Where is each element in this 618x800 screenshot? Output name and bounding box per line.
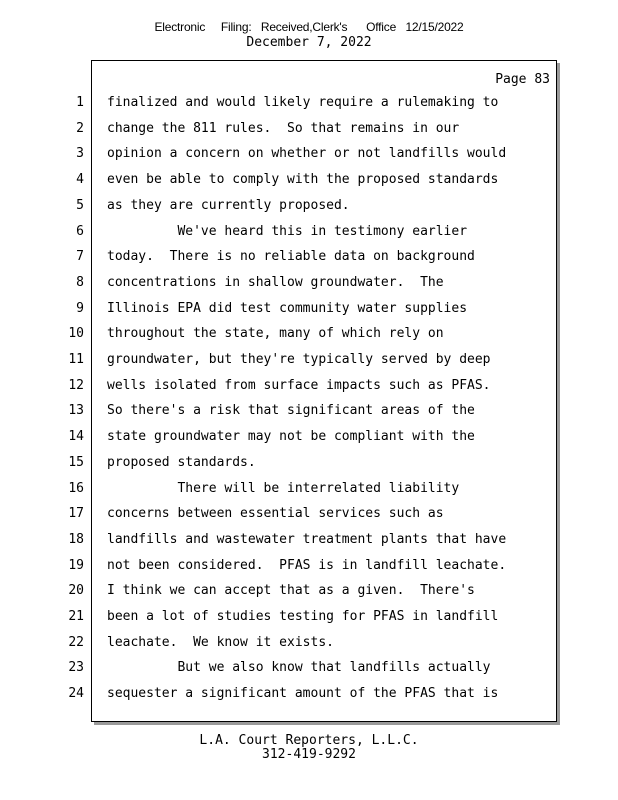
line-text: throughout the state, many of which rely on [107,326,444,342]
transcript-line [0,481,618,499]
reporter-company: L.A. Court Reporters, L.L.C. [199,733,419,748]
transcript-line [0,609,618,627]
line-text: opinion a concern on whether or not landfills would [107,146,507,162]
line-number: 17 [68,506,84,522]
line-number: 23 [68,660,84,676]
line-text: today. There is no reliable data on background [107,249,475,265]
line-text: landfills and wastewater treatment plants that have [107,531,507,547]
line-number: 2 [76,120,84,136]
transcript-line [0,506,618,524]
transcript-line [0,121,618,139]
line-text: state groundwater may not be compliant with the [107,429,475,445]
line-number: 14 [68,429,84,445]
line-text: There will be interrelated liability [107,480,460,496]
line-number: 19 [68,557,84,573]
transcript-line [0,172,618,190]
page-number: Page 83 [495,72,550,87]
transcript-line [0,532,618,550]
transcript-line [0,660,618,678]
line-number: 6 [76,223,84,239]
transcript-line [0,275,618,293]
transcript-line [0,686,618,704]
line-number: 18 [68,531,84,547]
line-number: 22 [68,634,84,650]
transcript-line [0,352,618,370]
line-number: 4 [76,172,84,188]
hearing-date: December 7, 2022 [246,35,372,50]
transcript-line [0,583,618,601]
transcript-line [0,95,618,113]
transcript-line [0,146,618,164]
transcript-line [0,558,618,576]
line-text: not been considered. PFAS is in landfill leachate. [107,557,507,573]
line-text: concentrations in shallow groundwater. The [107,274,444,290]
line-text: sequester a significant amount of the PFAS that is [107,686,499,702]
line-text: been a lot of studies testing for PFAS in landfill [107,609,499,624]
reporter-phone: 312-419-9292 [262,747,356,762]
transcript-line [0,301,618,319]
line-text: proposed standards. [107,454,256,470]
line-number: 24 [68,686,84,702]
line-number: 21 [68,609,84,624]
line-number: 12 [68,377,84,393]
transcript-line [0,249,618,267]
line-number: 20 [68,583,84,599]
line-text: Illinois EPA did test community water supplies [107,300,468,316]
line-number: 15 [68,454,84,470]
transcript-line [0,429,618,447]
transcript-line [0,635,618,653]
line-number: 1 [76,95,84,110]
line-number: 10 [68,326,84,342]
line-text: change the 811 rules. So that remains in our [107,120,460,136]
line-number: 7 [76,249,84,265]
line-text: wells isolated from surface impacts such as PFAS. [107,377,491,393]
line-number: 5 [76,197,84,213]
line-text: But we also know that landfills actually [107,660,491,676]
line-number: 9 [76,300,84,316]
line-text: So there's a risk that significant areas of the [107,403,475,419]
line-text: as they are currently proposed. [107,197,350,213]
efiling-stamp: Electronic Filing: Received,Clerk's Office 12/15/2022 [154,20,464,34]
line-text: finalized and would likely require a rulemaking to [107,95,499,110]
line-number: 8 [76,274,84,290]
line-number: 16 [68,480,84,496]
line-number: 11 [68,352,84,367]
transcript-line [0,455,618,473]
transcript-line [0,224,618,242]
transcript-line [0,378,618,396]
line-text: leachate. We know it exists. [107,634,334,650]
transcript-line [0,198,618,216]
line-text: We've heard this in testimony earlier [107,223,468,239]
line-text: even be able to comply with the proposed standards [107,172,499,188]
transcript-line [0,403,618,421]
line-text: concerns between essential services such as [107,506,444,522]
line-number: 13 [68,403,84,419]
line-number: 3 [76,146,84,162]
line-text: groundwater, but they're typically served by deep [107,352,491,367]
transcript-line [0,326,618,344]
line-text: I think we can accept that as a given. There's [107,583,475,599]
